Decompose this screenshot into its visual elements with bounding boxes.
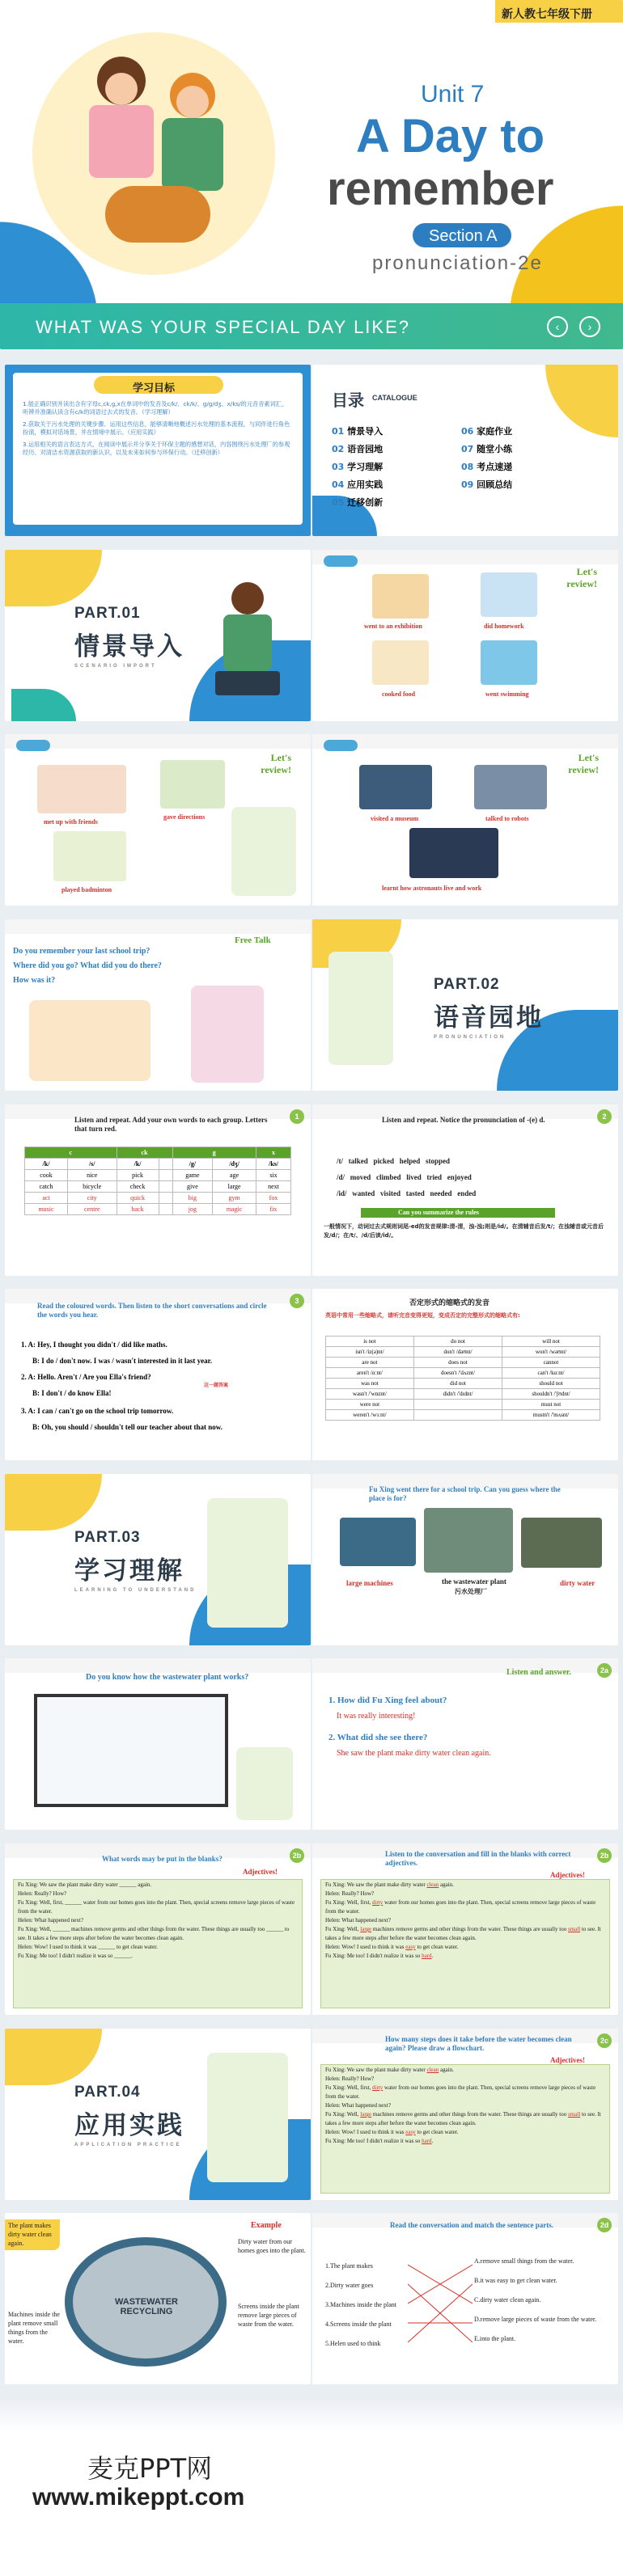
- review2-slide: [5, 734, 311, 906]
- friends-picture: [37, 765, 126, 813]
- review3-label: Let's review!: [568, 752, 599, 775]
- catalog-item[interactable]: 04 应用实践: [332, 479, 384, 490]
- goal-3: 3.运用相关的语言表达方式，在阅读中展示并分享关于环保主题的感想对话，内容围绕污水处理厂的参观经历、对清洁水资源获取的新认识，以及未来如何参与环保行动。（迁移创新）: [23, 441, 290, 456]
- part03-cn: 学习理解: [74, 1556, 184, 1585]
- plant-picture: [424, 1508, 513, 1573]
- answer-2: dirty: [372, 1899, 384, 1906]
- listen-a2: She saw the plant make dirty water clean again.: [337, 1749, 491, 1758]
- footer-url[interactable]: www.mikeppt.com: [32, 2484, 245, 2511]
- caption-friends: met up with friends: [44, 818, 98, 826]
- footer-brand: 麦克PPT网: [87, 2453, 213, 2484]
- museum-picture: [359, 765, 432, 809]
- reader-illustration: [231, 807, 296, 896]
- dialog-line: Fu Xing: Well, ______ machines remove germs and other things from the water. These things are usually too ______ to see. It takes a few more steps after before the water becomes clean again.: [18, 1926, 290, 1941]
- goals-title: 学习目标: [133, 382, 176, 395]
- part02-num: PART.02: [434, 976, 500, 993]
- listen-a1: It was really interesting!: [337, 1712, 416, 1721]
- page-badge: 3: [290, 1294, 304, 1308]
- match-left-3[interactable]: 3.Machines inside the plant: [325, 2301, 396, 2308]
- reading-person-illustration: [207, 574, 288, 703]
- part03-slide: [5, 1474, 311, 1645]
- reader-illustration: [207, 1498, 288, 1628]
- part03-en: LEARNING TO UNDERSTAND: [74, 1588, 197, 1593]
- catalog-slide: [312, 365, 618, 536]
- review2-label: Let's review!: [261, 752, 291, 775]
- caption-swimming: went swimming: [485, 690, 529, 698]
- conversation-slide: [5, 1289, 311, 1460]
- adjectives-tag: Adjectives!: [243, 1868, 278, 1876]
- neg-title: 否定形式的缩略式的发音: [409, 1299, 490, 1307]
- astronauts-picture: [409, 828, 498, 878]
- neg-subtitle: 英语中常用一些缩略式，请听完音变得更短，变成否定的完整形式的缩略式有:: [325, 1312, 520, 1319]
- match-right-e[interactable]: E.into the plant.: [474, 2335, 516, 2342]
- part01-slide: [5, 550, 311, 721]
- blanks2-title: Listen to the conversation and fill in the blanks with correct adjectives.: [385, 1850, 571, 1867]
- caption-plant: the wastewater plant: [442, 1577, 506, 1586]
- dialog-line: Fu Xing: Me too! I didn't realize it was so ______.: [18, 1953, 133, 1959]
- part04-en: APPLICATION PRACTICE: [74, 2143, 182, 2147]
- match-left-2[interactable]: 2.Dirty water goes: [325, 2282, 374, 2289]
- goal-2: 2.获取关于污水处理的关键步骤、运用这些信息，能够清晰地概述污水处理的基本流程，与同伴进行角色扮演，模拟对话场景，并在情境中展示。（应用实践）: [23, 420, 290, 436]
- conv-line-1: 1. A: Hey, I thought you didn't / did like maths.: [21, 1341, 167, 1349]
- caption-machines: large machines: [346, 1579, 393, 1587]
- caption-astronauts: learnt how astronauts live and work: [382, 885, 482, 892]
- catalog-item[interactable]: 05 迁移创新: [332, 497, 384, 508]
- page-badge: 2b: [597, 1848, 612, 1863]
- page-badge: 2b: [290, 1848, 304, 1863]
- directions-picture: [160, 760, 225, 809]
- robots-picture: [474, 765, 547, 809]
- caption-dirty: dirty water: [560, 1579, 595, 1587]
- section-label: Section A: [429, 227, 498, 245]
- homework-picture: [481, 572, 537, 617]
- catalog-title: 目录: [332, 391, 364, 410]
- part04-cn: 应用实践: [74, 2111, 184, 2139]
- prev-arrow-icon[interactable]: ‹: [547, 316, 568, 337]
- answer-5: easy: [405, 1944, 416, 1950]
- part04-num: PART.04: [74, 2084, 141, 2101]
- match-slide: [312, 2213, 618, 2384]
- teacher-illustration: [191, 986, 264, 1083]
- caption-homework: did homework: [484, 623, 524, 630]
- flowchart-slide: 2c How many steps does it take before the water becomes clean again? Please draw a flowchart. Adjectives! Fu Xing: We saw the plant make dirty water clean again. Helen: Really? How? Fu Xing: Well, first, dirty water from our homes goes into the plant. Then, special screens remove large pieces of waste from the water. Helen: What happened next? Fu Xing: Well, large machines remove germs and other things from the water. These things are usually too small to see. It takes a few more steps after before the water becomes clean again. Helen: Wow! I used to think it was easy to get clean water. Fu Xing: Me too! I didn't realize it was so hard.: [312, 2029, 618, 2200]
- freetalk-q2: Where did you go? What did you do there?: [13, 961, 162, 970]
- phonics-instruction: Listen and repeat. Add your own words to each group. Letters that turn red.: [74, 1116, 268, 1133]
- part02-slide: [312, 919, 618, 1091]
- review1-slide: [312, 550, 618, 721]
- conv-line-2: B: I do / don't now. I was / wasn't interested in it last year.: [32, 1357, 213, 1365]
- swimming-picture: [481, 640, 537, 685]
- caption-exhibition: went to an exhibition: [364, 623, 422, 630]
- dirty-water-picture: [521, 1518, 602, 1568]
- conv-instruction: Read the coloured words. Then listen to the short conversations and circle the words you hear.: [37, 1302, 267, 1319]
- dialog-line: Helen: Wow! I used to think it was ______ to get clean water.: [18, 1944, 158, 1950]
- caption-badminton: played badminton: [61, 886, 112, 893]
- match-right-a[interactable]: A.remove small things from the water.: [474, 2257, 574, 2265]
- example-right-2: Screens inside the plant remove large pieces of waste from the water.: [238, 2303, 299, 2328]
- catalog-item[interactable]: 08 考点速递: [461, 462, 513, 472]
- answer-3: large: [360, 1926, 372, 1932]
- listen-slide: [312, 1658, 618, 1830]
- part01-num: PART.01: [74, 605, 141, 622]
- match-left-5[interactable]: 5.Helen used to think: [325, 2340, 381, 2347]
- blanks2-slide: 2b Listen to the conversation and fill in the blanks with correct adjectives. Adjectives! Fu Xing: We saw the plant make dirty water clean again. Helen: Really? How? Fu Xing: Well, first, dirty water from our homes goes into the plant. Then, special screens remove large pieces of waste from the water. Helen: What happened next? Fu Xing: Well, large machines remove germs and other things from the water. These things are usually too small to see. It takes a few more steps after before the water becomes clean again. Helen: Wow! I used to think it was easy to get clean water. Fu Xing: Me too! I didn't realize it was so hard.: [312, 1843, 618, 2015]
- page-badge: 2: [597, 1109, 612, 1124]
- match-right-c[interactable]: C.dirty water clean again.: [474, 2296, 541, 2304]
- answer-6: hard: [422, 1953, 432, 1959]
- rule-text: 一般情况下，动词过去式规则词尾-ed的发音规律:清-清，浊-浊;则是/id/。在清辅音后发/t/；在浊辅音或元音后发/d/；在/t/、/d/后读/id/。: [324, 1223, 604, 1239]
- dialog-line: Fu Xing: We saw the plant make dirty water ______ again.: [18, 1881, 152, 1888]
- machines-picture: [340, 1518, 416, 1566]
- cover-question: WHAT WAS YOUR SPECIAL DAY LIKE?: [36, 317, 411, 337]
- match-left-4[interactable]: 4.Screens inside the plant: [325, 2321, 392, 2328]
- freetalk-q3: How was it?: [13, 976, 56, 985]
- pronunciation-label: pronunciation-2e: [372, 252, 543, 274]
- dialog-line: Helen: Really? How?: [18, 1890, 67, 1897]
- conv-line-5: 3. A: I can / can't go on the school trip tomorrow.: [21, 1407, 174, 1415]
- recycling-label: WASTEWATER RECYCLING: [114, 2297, 178, 2316]
- caption-robots: talked to robots: [485, 815, 529, 822]
- freetalk-q1: Do you remember your last school trip?: [13, 947, 150, 956]
- example-left-2: Machines inside the plant remove small things from the water.: [8, 2311, 60, 2345]
- catalog-item[interactable]: 06 家庭作业: [461, 426, 513, 437]
- neg-table: is not do not will not isn't /iz(ə)nt/ don't /dəʊnt/ won't /wəʊnt/ are not does not cannot aren't /ɑːnt/ doesn't /'dʌznt/ can't /kɑːnt/ was not did not should not wasn't /'wɒznt/ didn't /'dɪdnt/ shouldn't /'ʃʊdnt/ were not must not weren't /wɜːnt/ mustn't /'mʌsnt/: [325, 1336, 600, 1421]
- caption-directions: gave directions: [163, 813, 206, 821]
- listen-q2: 2. What did she see there?: [328, 1733, 428, 1742]
- match-lines: [408, 2257, 473, 2354]
- catalog-item[interactable]: 09 回顾总结: [461, 479, 513, 490]
- textbook-label: 新人教七年级下册: [502, 8, 592, 21]
- video-screen[interactable]: [34, 1694, 228, 1807]
- catalog-item[interactable]: 01 情景导入: [332, 426, 384, 437]
- cooking-picture: [372, 640, 429, 685]
- phonics-slide: [5, 1104, 311, 1276]
- classroom-illustration: [29, 1000, 150, 1081]
- match-left-1[interactable]: 1.The plant makes: [325, 2262, 373, 2270]
- caption-cooked: cooked food: [382, 690, 416, 698]
- rule-title: Can you summarize the rules: [398, 1209, 479, 1216]
- phonics-table: c ck g x /k/ /s/ /k/ /g/ /dʒ/ /ks/ cook nice pick game age six catch bicycle check give large next act city quick big gym fox music centre back jog magic fix: [24, 1147, 291, 1215]
- example-label: Example: [251, 2221, 282, 2230]
- unit-label: Unit 7: [421, 81, 485, 108]
- title-line-1: A Day to: [356, 110, 545, 163]
- part04-slide: [5, 2029, 311, 2200]
- catalog-item[interactable]: 03 学习理解: [332, 462, 384, 472]
- page-badge: 1: [290, 1109, 304, 1124]
- caption-museum: visited a museum: [371, 815, 419, 822]
- video-slide: [5, 1658, 311, 1830]
- page-badge: 2a: [597, 1663, 612, 1678]
- adjectives-tag: Adjectives!: [550, 1871, 585, 1879]
- part02-en: PRONUNCIATION: [434, 1035, 506, 1040]
- fuxing-slide: [312, 1474, 618, 1645]
- negatives-slide: [312, 1289, 618, 1460]
- title-line-2: remember: [327, 163, 554, 215]
- dialog-line: Helen: What happened next?: [18, 1917, 83, 1924]
- example-left-1: The plant makes dirty water clean again.: [8, 2222, 52, 2247]
- reader-illustration: [328, 952, 393, 1065]
- reader-illustration: [236, 1747, 293, 1820]
- reader-illustration: [207, 2053, 288, 2182]
- goal-1: 1.能正确识别并读出含有字母c,ck,g,x在单词中的发音及c/k/、ck/k/、g/g/dʒ、x/ks/的元音音素词汇，听辨并准确认读含有c/k的词语过去式的发音。（学习理解）: [23, 400, 288, 416]
- part01-en: SCENARIO IMPORT: [74, 664, 157, 669]
- conv-line-4: B: I don't / do know Ella!: [32, 1389, 112, 1397]
- page-badge: 2c: [597, 2033, 612, 2048]
- answer-1: clean: [426, 1881, 439, 1888]
- blanks1-slide: [5, 1843, 311, 2015]
- caption-plant-cn: 污水处理厂: [455, 1588, 487, 1595]
- freetalk-slide: [5, 919, 311, 1091]
- catalog-item[interactable]: 02 语音园地: [332, 444, 384, 454]
- match-right-b[interactable]: B.it was easy to get clean water.: [474, 2277, 557, 2284]
- fuxing-question: Fu Xing went there for a school trip. Can you guess where the place is for?: [369, 1485, 561, 1502]
- blanks1-title: What words may be put in the blanks?: [102, 1855, 222, 1863]
- dialog-line: Fu Xing: Well, first, ______ water from our homes goes into the plant. Then, special screens remove large pieces of waste from the water.: [18, 1899, 295, 1915]
- footer: [0, 2398, 623, 2576]
- ed-slide: 2 Listen and repeat. Notice the pronunciation of -(e) d. /t/ talked picked helped stopped /d/ moved climbed lived tried enjoyed /id/ wanted visited tasted needed ended Can you summarize the rules 一般情况下，动词过去式规则词尾-ed的发音规律:清-清，浊-浊;则是/id/。在清辅音后发/t/；在浊辅音或元音后发/d/；在/t/、/d/后读/id/。: [312, 1104, 618, 1276]
- freetalk-label: Free Talk: [235, 935, 271, 945]
- example-slide: [5, 2213, 311, 2384]
- flow-title: How many steps does it take before the water becomes clean again? Please draw a flowchart.: [385, 2035, 572, 2052]
- conv-note: 这一题答案: [204, 1383, 229, 1388]
- badminton-picture: [53, 831, 126, 881]
- match-right-d[interactable]: D.remove large pieces of waste from the water.: [474, 2316, 597, 2323]
- adjectives-tag: Adjectives!: [550, 2056, 585, 2064]
- goals-slide: [5, 365, 311, 536]
- listen-title: Listen and answer.: [506, 1668, 571, 1677]
- exhibition-picture: [372, 574, 429, 619]
- part03-num: PART.03: [74, 1529, 141, 1546]
- ed-instruction: Listen and repeat. Notice the pronunciation of -(e) d.: [382, 1116, 545, 1124]
- answer-4: small: [568, 1926, 581, 1932]
- catalog-en: CATALOGUE: [372, 394, 417, 402]
- part01-cn: 情景导入: [74, 632, 184, 661]
- video-question: Do you know how the wastewater plant works?: [86, 1673, 249, 1682]
- review1-label: Let's review!: [566, 566, 597, 589]
- review3-slide: [312, 734, 618, 906]
- match-title: Read the conversation and match the sentence parts.: [390, 2221, 553, 2229]
- conv-line-3: 2. A: Hello. Aren't / Are you Ella's friend?: [21, 1373, 151, 1381]
- listen-q1: 1. How did Fu Xing feel about?: [328, 1696, 447, 1705]
- next-arrow-icon[interactable]: ›: [579, 316, 600, 337]
- part02-cn: 语音园地: [434, 1003, 544, 1032]
- cover-slide: [0, 0, 623, 349]
- page-badge: 2d: [597, 2218, 612, 2232]
- example-right-1: Dirty water from our homes goes into the plant.: [238, 2238, 306, 2254]
- conv-line-6: B: Oh, you should / shouldn't tell our teacher about that now.: [32, 1423, 222, 1431]
- cover-illustration: [73, 24, 243, 267]
- catalog-item[interactable]: 07 随堂小练: [461, 444, 513, 454]
